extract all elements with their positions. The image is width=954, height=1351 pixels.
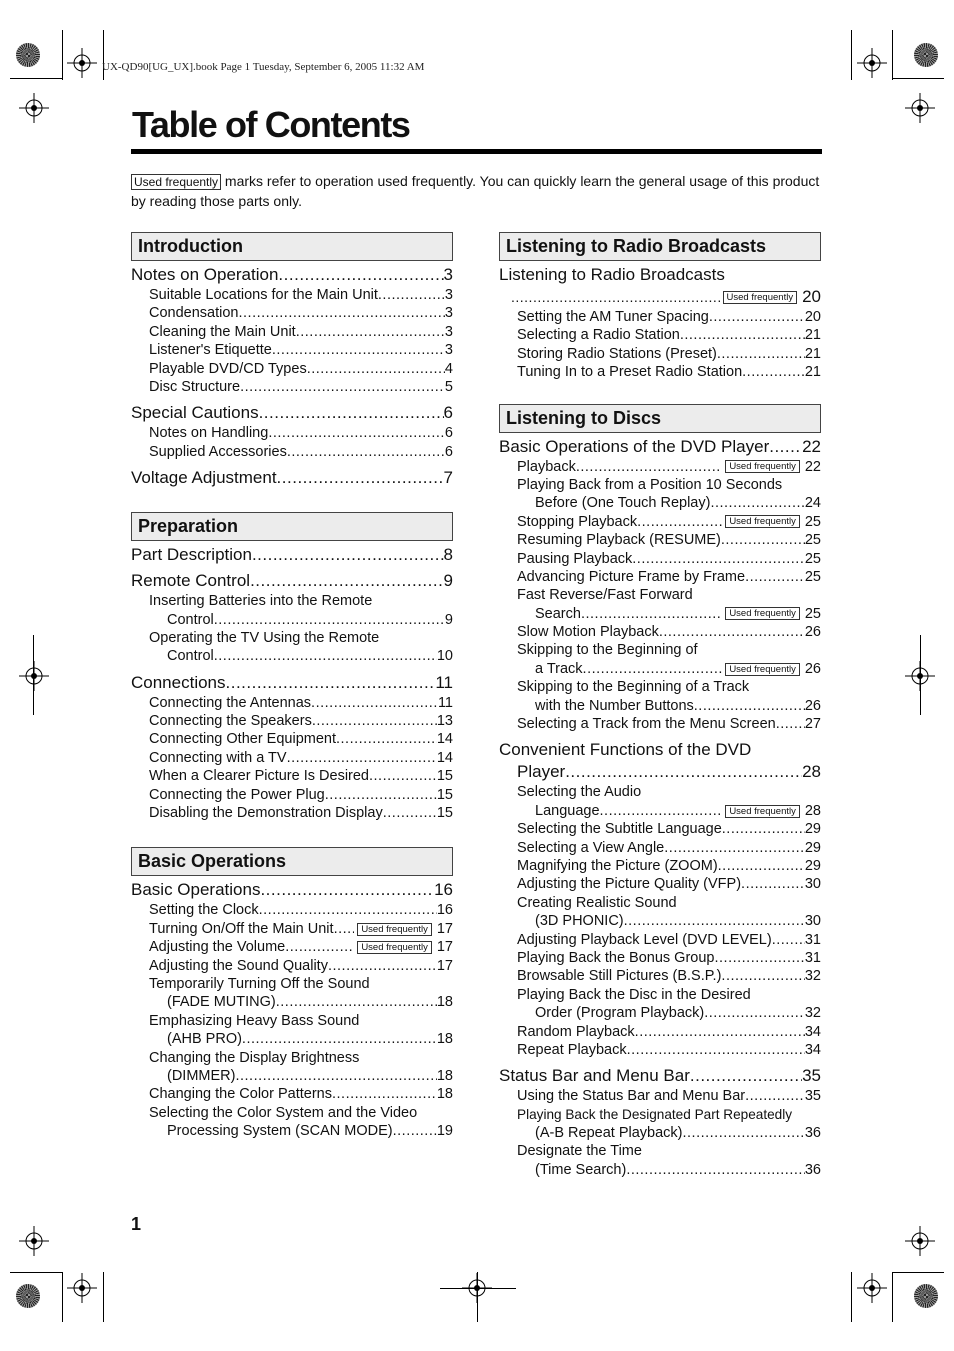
toc-entry[interactable]: Connecting with a TV ..... 14 [131, 749, 453, 767]
title-rule [131, 149, 822, 154]
toc-entry[interactable]: Adjusting the Volume ..... Used frequently 17 [131, 938, 453, 956]
toc-entry-line[interactable]: Listening to Radio Broadcasts [499, 265, 725, 284]
registration-mark-icon [67, 48, 97, 78]
toc-entry[interactable]: Disc Structure ..... 5 [131, 378, 453, 396]
crop-mark [62, 1272, 63, 1322]
toc-entry[interactable]: Notes on Operation ..... 3 [131, 264, 453, 286]
toc-entry[interactable]: Selecting a View Angle ..... 29 [499, 839, 821, 857]
toc-entry[interactable]: Resuming Playback (RESUME) ..... 25 [499, 531, 821, 549]
toc-entry[interactable]: Language ..... Used frequently 28 [499, 802, 821, 820]
toc-entry[interactable]: Before (One Touch Replay) ..... 24 [499, 494, 821, 512]
toc-entry-line[interactable]: Operating the TV Using the Remote [149, 629, 380, 646]
toc-entry[interactable]: Suitable Locations for the Main Unit ..... 3 [131, 286, 453, 304]
crop-mark [892, 1272, 944, 1273]
color-disc-icon [16, 1284, 40, 1308]
toc-entry[interactable]: Player ..... 28 [499, 761, 821, 783]
toc-entry-line[interactable]: Playing Back the Disc in the Desired [517, 986, 751, 1003]
toc-entry-line[interactable]: Skipping to the Beginning of [517, 642, 698, 659]
toc-entry[interactable]: Storing Radio Stations (Preset) ..... 21 [499, 345, 821, 363]
toc-entry[interactable]: with the Number Buttons ..... 26 [499, 697, 821, 715]
toc-entry[interactable]: (AHB PRO) ..... 18 [131, 1030, 453, 1048]
registration-mark-icon [857, 48, 887, 78]
file-header-line: UX-QD90[UG_UX].book Page 1 Tuesday, September 6, 2005 11:32 AM [102, 61, 425, 73]
toc-entry[interactable]: ..... Used frequently 20 [499, 286, 821, 308]
toc-entry[interactable]: Connecting the Antennas ..... 11 [131, 694, 453, 712]
registration-mark-icon [67, 1273, 97, 1303]
section-heading-preparation: Preparation [131, 512, 453, 541]
toc-right-column [499, 232, 821, 1179]
crop-mark [477, 1272, 478, 1322]
used-frequently-badge: Used frequently [725, 805, 800, 818]
registration-mark-icon [905, 93, 935, 123]
used-frequently-badge: Used frequently [725, 515, 800, 528]
toc-entry[interactable]: Voltage Adjustment ..... 7 [131, 467, 453, 489]
toc-entry[interactable]: Selecting a Radio Station ..... 21 [499, 326, 821, 344]
intro-text: marks refer to operation used frequently. You can quickly learn the general usage of this product by reading those parts only. [131, 173, 820, 209]
toc-entry[interactable]: Condensation ..... 3 [131, 304, 453, 322]
toc-entry[interactable]: Special Cautions ..... 6 [131, 402, 453, 424]
page-title: Table of Contents [132, 104, 410, 145]
toc-entry[interactable]: Processing System (SCAN MODE) ..... 19 [131, 1122, 453, 1140]
toc-entry[interactable]: Pausing Playback ..... 25 [499, 550, 821, 568]
toc-entry-line[interactable]: Designate the Time [517, 1143, 642, 1160]
toc-entry[interactable]: Adjusting Playback Level (DVD LEVEL) ..... 31 [499, 931, 821, 949]
color-disc-icon [16, 43, 40, 67]
toc-entry[interactable]: Advancing Picture Frame by Frame ..... 25 [499, 568, 821, 586]
toc-entry[interactable]: a Track ..... Used frequently 26 [499, 660, 821, 678]
toc-entry[interactable]: Remote Control ..... 9 [131, 570, 453, 592]
toc-entry-line[interactable]: Selecting the Color System and the Video [149, 1104, 418, 1121]
toc-entry-line[interactable]: Playing Back from a Position 10 Seconds [517, 476, 783, 493]
section-heading-basic-operations: Basic Operations [131, 847, 453, 876]
color-disc-icon [914, 1284, 938, 1308]
toc-entry[interactable]: Search ..... Used frequently 25 [499, 605, 821, 623]
toc-entry[interactable]: Using the Status Bar and Menu Bar ..... 35 [499, 1087, 821, 1105]
toc-entry[interactable]: Tuning In to a Preset Radio Station ..... 21 [499, 363, 821, 381]
toc-entry[interactable]: Notes on Handling ..... 6 [131, 424, 453, 442]
toc-entry[interactable]: Order (Program Playback) ..... 32 [499, 1004, 821, 1022]
toc-entry[interactable]: Connections ..... 11 [131, 672, 453, 694]
toc-entry[interactable]: When a Clearer Picture Is Desired ..... 15 [131, 767, 453, 785]
used-frequently-badge: Used frequently [357, 923, 432, 936]
toc-entry[interactable]: Connecting Other Equipment ..... 14 [131, 730, 453, 748]
crop-mark [103, 1272, 104, 1322]
toc-entry[interactable]: (Time Search) ..... 36 [499, 1161, 821, 1179]
toc-left-column [131, 232, 453, 1141]
registration-mark-icon [19, 661, 49, 691]
toc-entry-line[interactable]: Creating Realistic Sound [517, 894, 677, 911]
toc-entry[interactable]: Cleaning the Main Unit ..... 3 [131, 323, 453, 341]
used-frequently-badge: Used frequently [131, 174, 221, 190]
toc-entry[interactable]: Changing the Color Patterns ..... 18 [131, 1085, 453, 1103]
crop-mark [62, 30, 63, 80]
toc-entry[interactable]: Disabling the Demonstration Display ..... 15 [131, 804, 453, 822]
toc-entry[interactable]: (A-B Repeat Playback) ..... 36 [499, 1124, 821, 1142]
crop-mark [851, 30, 852, 80]
toc-entry[interactable]: (3D PHONIC) ..... 30 [499, 912, 821, 930]
toc-entry[interactable]: Control ..... 10 [131, 647, 453, 665]
toc-entry[interactable]: Playback ..... Used frequently 22 [499, 458, 821, 476]
toc-entry[interactable]: Adjusting the Picture Quality (VFP) ..... 30 [499, 875, 821, 893]
toc-entry-line[interactable]: Selecting the Audio [517, 784, 642, 801]
toc-entry-line[interactable]: Skipping to the Beginning of a Track [517, 679, 750, 696]
toc-entry[interactable]: Browsable Still Pictures (B.S.P.) ..... 32 [499, 967, 821, 985]
toc-entry[interactable]: Connecting the Speakers ..... 13 [131, 712, 453, 730]
page-number: 1 [131, 1214, 142, 1234]
crop-mark [10, 1272, 62, 1273]
used-frequently-badge: Used frequently [357, 941, 432, 954]
used-frequently-badge: Used frequently [723, 291, 798, 304]
toc-entry-line[interactable]: Changing the Display Brightness [149, 1049, 360, 1066]
toc-entry[interactable]: Selecting a Track from the Menu Screen ..... 27 [499, 715, 821, 733]
toc-entry[interactable]: Repeat Playback ..... 34 [499, 1041, 821, 1059]
toc-entry[interactable]: Playing Back the Bonus Group ..... 31 [499, 949, 821, 967]
registration-mark-icon [905, 661, 935, 691]
toc-entry[interactable]: Stopping Playback ..... Used frequently 25 [499, 513, 821, 531]
used-frequently-badge: Used frequently [725, 607, 800, 620]
toc-entry[interactable]: Adjusting the Sound Quality ..... 17 [131, 957, 453, 975]
toc-entry[interactable]: Status Bar and Menu Bar ..... 35 [499, 1065, 821, 1087]
color-disc-icon [914, 43, 938, 67]
toc-entry-line[interactable]: Playing Back the Designated Part Repeatedly [517, 1106, 793, 1122]
crop-mark [851, 1272, 852, 1322]
toc-entry-line[interactable]: Fast Reverse/Fast Forward [517, 587, 693, 604]
toc-entry[interactable]: Control ..... 9 [131, 611, 453, 629]
registration-mark-icon [19, 93, 49, 123]
toc-entry[interactable]: Playable DVD/CD Types ..... 4 [131, 360, 453, 378]
section-heading-introduction: Introduction [131, 232, 453, 261]
toc-entry-line[interactable]: Inserting Batteries into the Remote [149, 593, 373, 610]
toc-entry[interactable]: Setting the AM Tuner Spacing ..... 20 [499, 308, 821, 326]
toc-entry[interactable]: Part Description ..... 8 [131, 544, 453, 566]
toc-entry[interactable]: (DIMMER) ..... 18 [131, 1067, 453, 1085]
crop-mark [892, 78, 944, 79]
toc-entry-line[interactable]: Temporarily Turning Off the Sound [149, 975, 370, 992]
toc-entry[interactable]: Selecting the Subtitle Language ..... 29 [499, 820, 821, 838]
toc-entry[interactable]: Setting the Clock ..... 16 [131, 901, 453, 919]
registration-mark-icon [905, 1226, 935, 1256]
toc-entry[interactable]: Random Playback ..... 34 [499, 1023, 821, 1041]
toc-entry[interactable]: Connecting the Power Plug ..... 15 [131, 786, 453, 804]
toc-entry[interactable]: (FADE MUTING) ..... 18 [131, 993, 453, 1011]
crop-mark [440, 1288, 516, 1289]
toc-entry[interactable]: Basic Operations of the DVD Player ..... 22 [499, 436, 821, 458]
toc-entry[interactable]: Basic Operations ..... 16 [131, 879, 453, 901]
used-frequently-badge: Used frequently [725, 663, 800, 676]
section-heading-discs: Listening to Discs [499, 404, 821, 433]
toc-entry[interactable]: Supplied Accessories ..... 6 [131, 443, 453, 461]
intro-paragraph [131, 171, 821, 211]
toc-entry[interactable]: Turning On/Off the Main Unit ..... Used frequently 17 [131, 920, 453, 938]
toc-entry-line[interactable]: Convenient Functions of the DVD [499, 740, 752, 760]
registration-mark-icon [857, 1273, 887, 1303]
used-frequently-badge: Used frequently [725, 460, 800, 473]
toc-entry[interactable]: Listener's Etiquette ..... 3 [131, 341, 453, 359]
crop-mark [892, 1272, 893, 1322]
toc-entry[interactable]: Magnifying the Picture (ZOOM) ..... 29 [499, 857, 821, 875]
toc-entry-line[interactable]: Emphasizing Heavy Bass Sound [149, 1012, 360, 1029]
toc-entry[interactable]: Slow Motion Playback ..... 26 [499, 623, 821, 641]
crop-mark [892, 30, 893, 80]
section-heading-radio: Listening to Radio Broadcasts [499, 232, 821, 261]
crop-mark [10, 78, 62, 79]
registration-mark-icon [19, 1226, 49, 1256]
